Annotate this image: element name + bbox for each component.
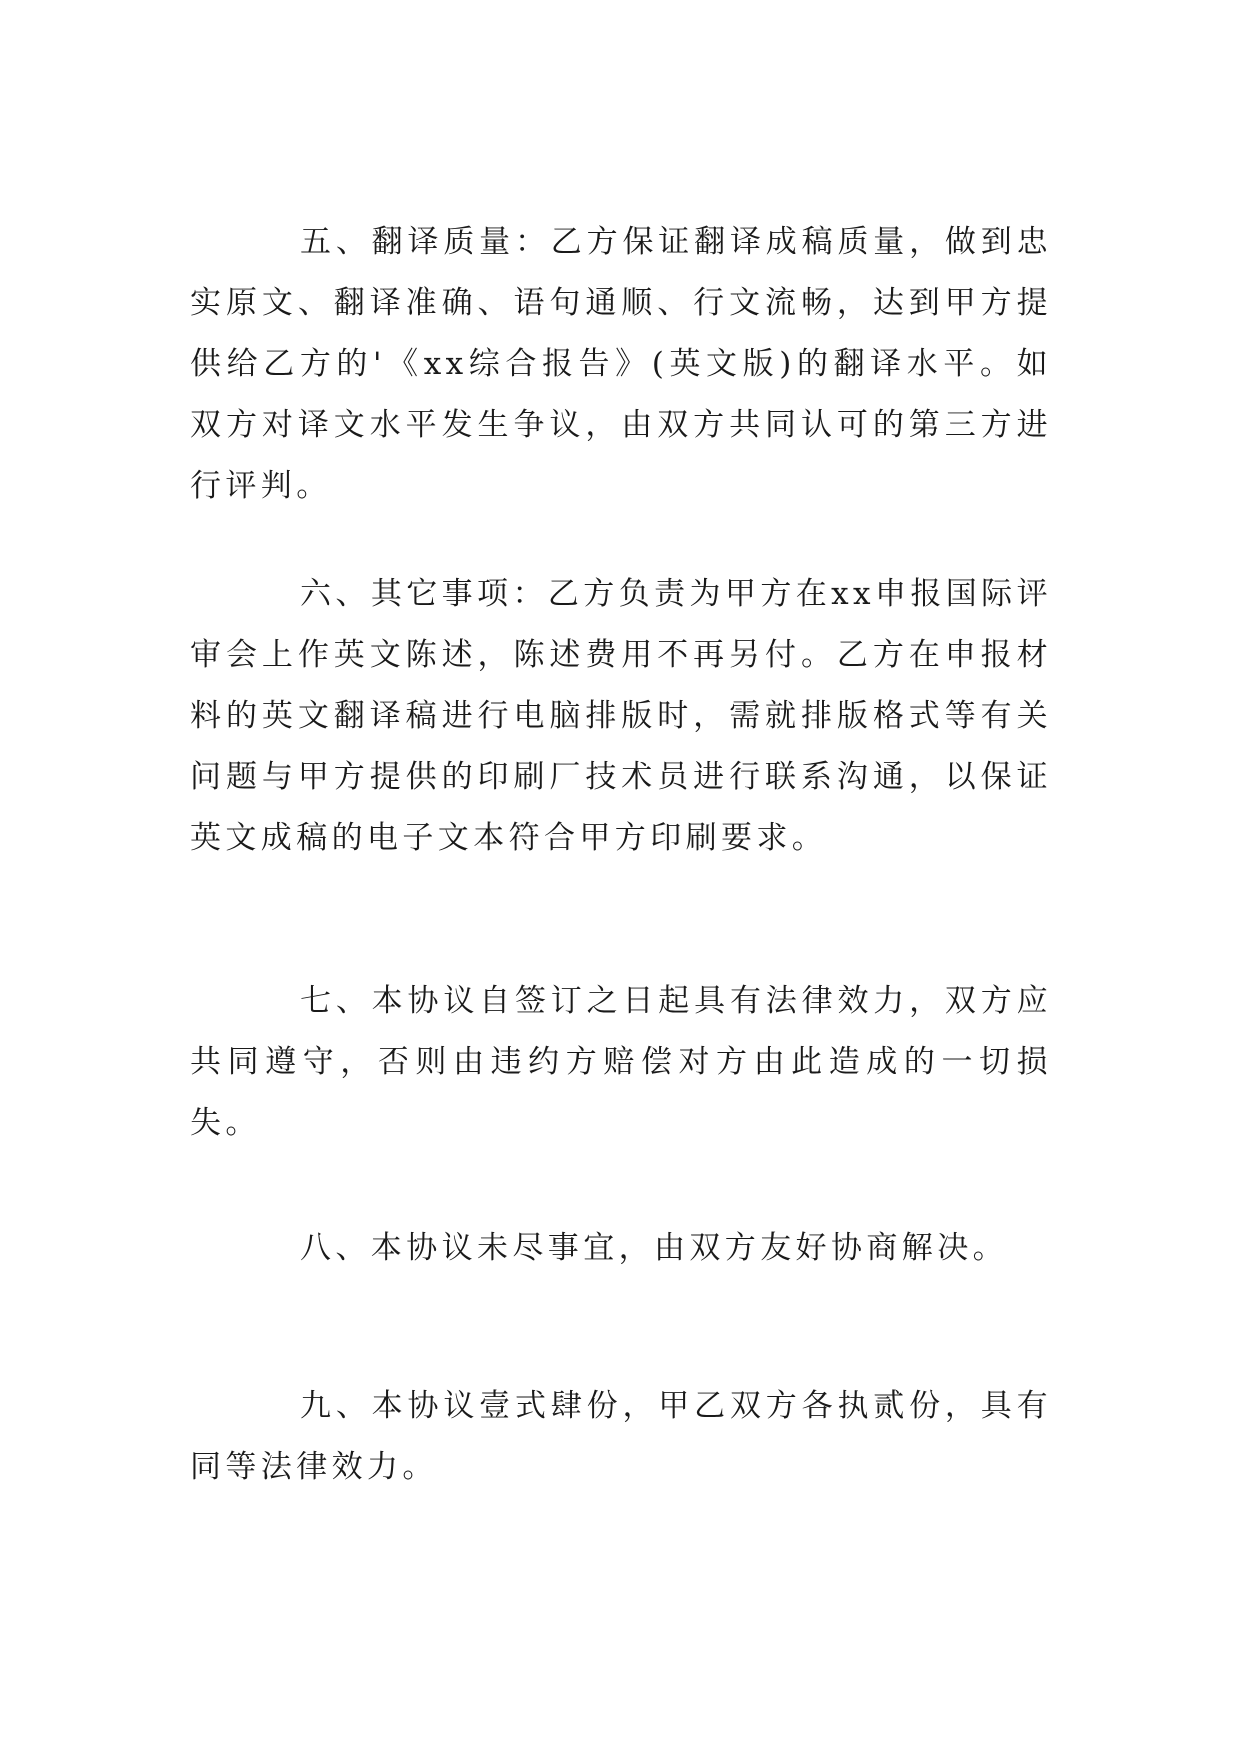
clause-8-unresolved-matters: 八、本协议未尽事宜，由双方友好协商解决。 [300, 1230, 1008, 1266]
clause-5-translation-quality: 五、翻译质量：乙方保证翻译成稿质量，做到忠实原文、翻译准确、语句通顺、行文流畅，达到甲方提供给乙方的'《xx综合报告》(英文版)的翻译水平。如双方对译文水平发生争议，由双方共同认可的第三方进行评判。 [190, 224, 1052, 504]
clause-7-legal-effect: 七、本协议自签订之日起具有法律效力，双方应共同遵守，否则由违约方赔偿对方由此造成的一切损失。 [190, 983, 1052, 1141]
clause-9-copies: 九、本协议壹式肆份，甲乙双方各执贰份，具有同等法律效力。 [190, 1388, 1052, 1485]
clause-6-other-matters: 六、其它事项：乙方负责为甲方在xx申报国际评审会上作英文陈述，陈述费用不再另付。乙方在申报材料的英文翻译稿进行电脑排版时，需就排版格式等有关问题与甲方提供的印刷厂技术员进行联系沟通，以保证英文成稿的电子文本符合甲方印刷要求。 [190, 576, 1052, 856]
